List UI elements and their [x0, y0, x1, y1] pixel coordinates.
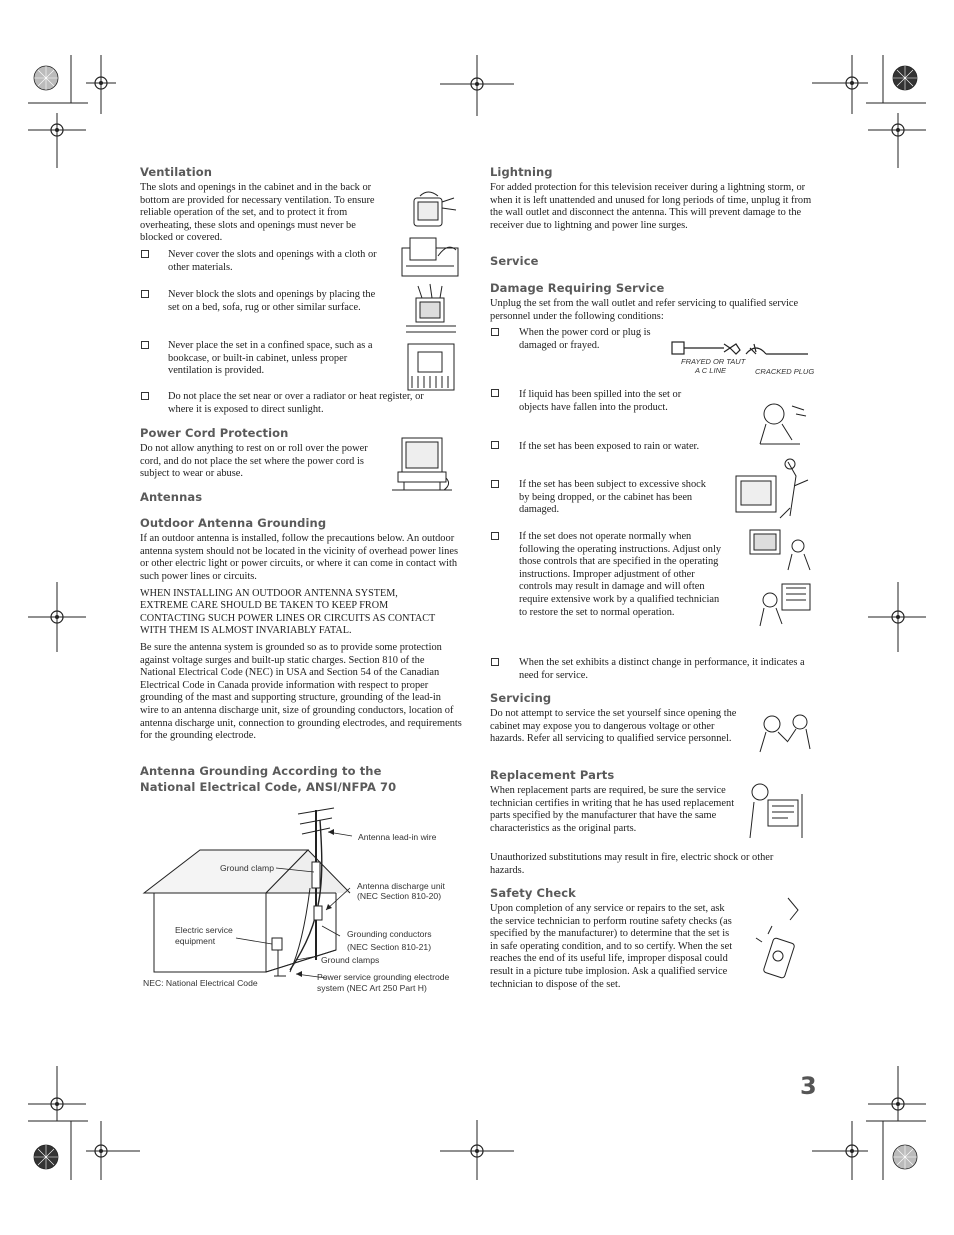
ventilation-item: Do not place the set near or over a radiator or heat register, or where it is exposed to direct sunlight. — [168, 391, 424, 415]
label-conductors-section: (NEC Section 810-21) — [347, 942, 432, 952]
label-grounding-conductors: Grounding conductors — [347, 929, 432, 939]
parts-certificate-illustration — [746, 780, 810, 842]
checkbox-bullet — [141, 341, 149, 349]
checkbox-bullet — [491, 480, 499, 488]
service-item: When the power cord or plug is damaged or frayed. — [519, 327, 651, 351]
tv-blocked-illustration — [400, 236, 462, 278]
antennas-heading: Antennas — [140, 490, 203, 504]
ventilation-item: Never cover the slots and openings with a cloth or other materials. — [168, 249, 377, 273]
lightning-heading: Lightning — [490, 165, 553, 179]
checkbox-bullet — [491, 328, 499, 336]
damage-intro: Unplug the set from the wall outlet and refer servicing to qualified service personnel under the following conditions: — [490, 298, 799, 322]
ventilation-item: Never block the slots and openings by placing the set on a bed, sofa, rug or other similar surface. — [168, 289, 376, 313]
ventilation-item: Never place the set in a confined space, such as a bookcase, or built-in cabinet, unless proper ventilation is provided. — [168, 340, 373, 377]
ventilation-intro: The slots and openings in the cabinet and in the back or bottom are provided for necessary ventilation. To ensure reliable operation of the set, and to protect it from overheating, these slots and openings must never be blocked or covered. — [140, 182, 375, 244]
label-nec: NEC: National Electrical Code — [143, 978, 258, 988]
service-item: When the set exhibits a distinct change in performance, it indicates a need for service. — [519, 657, 805, 681]
power-cord-text: Do not allow anything to rest on or roll over the power cord, and do not place the set where the power cord is subject to wear or abuse. — [140, 443, 368, 480]
checkbox-bullet — [491, 658, 499, 666]
service-item: If the set does not operate normally when following the operating instructions. Adjust only those controls that are specified in the operating instructions. Improper adjustment of other controls may result in damage and will often require extensive work by a qualified technician to restore the set to normal operation. — [519, 531, 722, 618]
ventilation-heading: Ventilation — [140, 165, 213, 179]
checkbox-bullet — [141, 290, 149, 298]
replacement-warning: Unauthorized substitutions may result in fire, electric shock or other hazards. — [490, 852, 774, 876]
label-cracked-plug: CRACKED PLUG — [755, 367, 815, 376]
antenna-warning: WHEN INSTALLING AN OUTDOOR ANTENNA SYSTEM, EXTREME CARE SHOULD BE TAKEN TO KEEP FROM CONTACTING SUCH POWER LINES OR CIRCUITS AS CONTACT WITH THEM IS ALMOST INVARIABLY FATAL. — [140, 588, 436, 637]
checkbox-bullet — [491, 532, 499, 540]
label-ground-clamp: Ground clamp — [220, 863, 274, 873]
label-discharge-unit: Antenna discharge unit — [357, 881, 445, 891]
replacement-text: When replacement parts are required, be sure the service technician certifies in writing that he has used replacement parts specified by the manufacturer that have the same characteristics as the original parts. — [490, 785, 735, 834]
label-ground-clamps: Ground clamps — [321, 955, 380, 965]
label-lead-in: Antenna lead-in wire — [358, 832, 437, 842]
outdoor-grounding-heading: Outdoor Antenna Grounding — [140, 516, 327, 530]
antenna-paragraph-3: Be sure the antenna system is grounded so as to provide some protection against voltage surges and built-up static charges. Section 810 of the National Electrical Code (NEC) in USA and Section 54 of the Canadian Electrical Code in Canada provide information with respect to proper grounding of the mast and supporting structure, grounding of the lead-in wire to an antenna discharge unit, size of grounding conductors, location of antenna discharge unit, connection to grounding electrodes, and requirements for the grounding electrode. — [140, 642, 462, 742]
tv-confined-illustration — [406, 342, 456, 392]
service-item: If the set has been exposed to rain or water. — [519, 441, 700, 452]
label-electrode: Power service grounding electrode — [317, 972, 450, 982]
tv-bed-illustration — [404, 282, 458, 336]
tv-cord-illustration — [390, 434, 458, 494]
safety-heading: Safety Check — [490, 886, 576, 900]
adjust-illustration — [746, 526, 812, 574]
label-electric-service: Electric service — [175, 925, 233, 935]
service-item: If liquid has been spilled into the set or objects have fallen into the product. — [519, 389, 682, 413]
lightning-text: For added protection for this television receiver during a lightning storm, or when it is left unattended and unused for long periods of time, unplug it from the wall outlet and disconnect the antenna. This will prevent damage to the receiver due to lightning and power line surges. — [490, 182, 812, 231]
checkbox-bullet — [141, 250, 149, 258]
checkbox-bullet — [141, 392, 149, 400]
grounding-heading: Antenna Grounding According to the National Electrical Code, ANSI/NFPA 70 — [140, 764, 397, 794]
checkbox-bullet — [491, 389, 499, 397]
safety-text: Upon completion of any service or repairs to the set, ask the service technician to perform routine safety checks (as specified by the manufacturer) to determine that the set is in safe operating condition, and to so certify. When the set reaches the end of its useful life, improper disposal could result in a picture tube implosion. Ask a qualified service technician to dispose of the set. — [490, 903, 733, 990]
page-number: 3 — [800, 1072, 817, 1100]
service-item: If the set has been subject to excessive shock by being dropped, or the cabinet has been damaged. — [519, 479, 706, 516]
tv-cloth-illustration — [408, 188, 460, 234]
service-heading: Service — [490, 254, 539, 268]
servicing-text: Do not attempt to service the set yourself since opening the cabinet may expose you to dangerous voltage or other hazards. Refer all servicing to qualified service personnel. — [490, 708, 737, 745]
dropped-tv-illustration — [732, 456, 814, 522]
replacement-heading: Replacement Parts — [490, 768, 615, 782]
antenna-paragraph-1: If an outdoor antenna is installed, follow the precautions below. An outdoor antenna system should not be located in the vicinity of overhead power lines or other electric light or power circuits, or where it can come in contact with such power lines or circuits. — [140, 533, 458, 582]
label-equipment: equipment — [175, 936, 216, 946]
safety-check-illustration — [750, 894, 808, 984]
checkbox-bullet — [491, 441, 499, 449]
label-discharge-section: (NEC Section 810-20) — [357, 891, 442, 901]
no-service-illustration — [756, 712, 812, 756]
technician-illustration — [758, 580, 814, 628]
servicing-heading: Servicing — [490, 691, 552, 705]
label-ac-line: A C LINE — [695, 366, 726, 375]
damage-heading: Damage Requiring Service — [490, 281, 665, 295]
power-cord-heading: Power Cord Protection — [140, 426, 289, 440]
label-electrode-section: system (NEC Art 250 Part H) — [317, 983, 427, 993]
label-frayed: FRAYED OR TAUT — [681, 357, 746, 366]
spill-illustration — [752, 398, 810, 450]
